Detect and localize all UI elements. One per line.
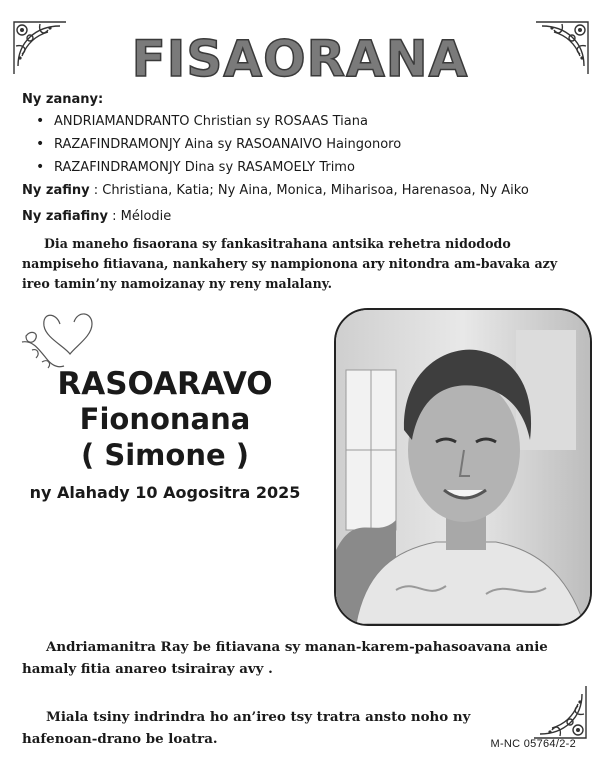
reference-number: M-NC 05764/2-2 [490, 738, 576, 750]
children-label: Ny zanany: [22, 92, 104, 107]
children-list [36, 110, 401, 179]
deceased-nickname: ( Simone ) [81, 438, 249, 472]
deceased-given-name: Fiononana [79, 402, 251, 436]
death-date: ny Alahady 10 Aogositra 2025 [29, 483, 301, 502]
list-item: • ANDRIAMANDRANTO Christian sy ROSAAS Tiana [36, 110, 401, 133]
list-item: • RAZAFINDRAMONJY Dina sy RASAMOELY Trimo [36, 156, 401, 179]
page-title: FISAORANA [131, 30, 469, 88]
grandchildren-label: Ny zafiny [22, 183, 90, 198]
grandchildren-value: : Christiana, Katia; Ny Aina, Monica, Miharisoa, Harenasoa, Ny Aiko [89, 183, 529, 198]
closing-blessing: Andriamanitra Ray be fitiavana sy manan-karem-pahasoavana anie hamaly fitia anareo tsirairay avy . [22, 639, 548, 677]
deceased-surname: RASOARAVO [57, 366, 273, 402]
great-grandchildren-label: Ny zafiafiny [22, 209, 108, 224]
thanks-paragraph: Dia maneho fisaorana sy fankasitrahana antsika rehetra nidododo nampiseho fitiavana, nankahery sy nampionona ary nitondra am-bavaka azy ireo tamin’ny namoizanay ny reny malalany. [22, 236, 558, 291]
closing-apology: Miala tsiny indrindra ho an’ireo tsy tratra ansto noho ny hafenoan-drano be loatra. [22, 709, 471, 747]
great-grandchildren-line [22, 209, 171, 224]
portrait-photo [334, 308, 592, 626]
list-item: • RAZAFINDRAMONJY Aina sy RASOANAIVO Haingonoro [36, 133, 401, 156]
great-grandchildren-value: : Mélodie [108, 209, 172, 224]
floral-corner-icon [528, 682, 590, 744]
grandchildren-line [22, 183, 529, 198]
